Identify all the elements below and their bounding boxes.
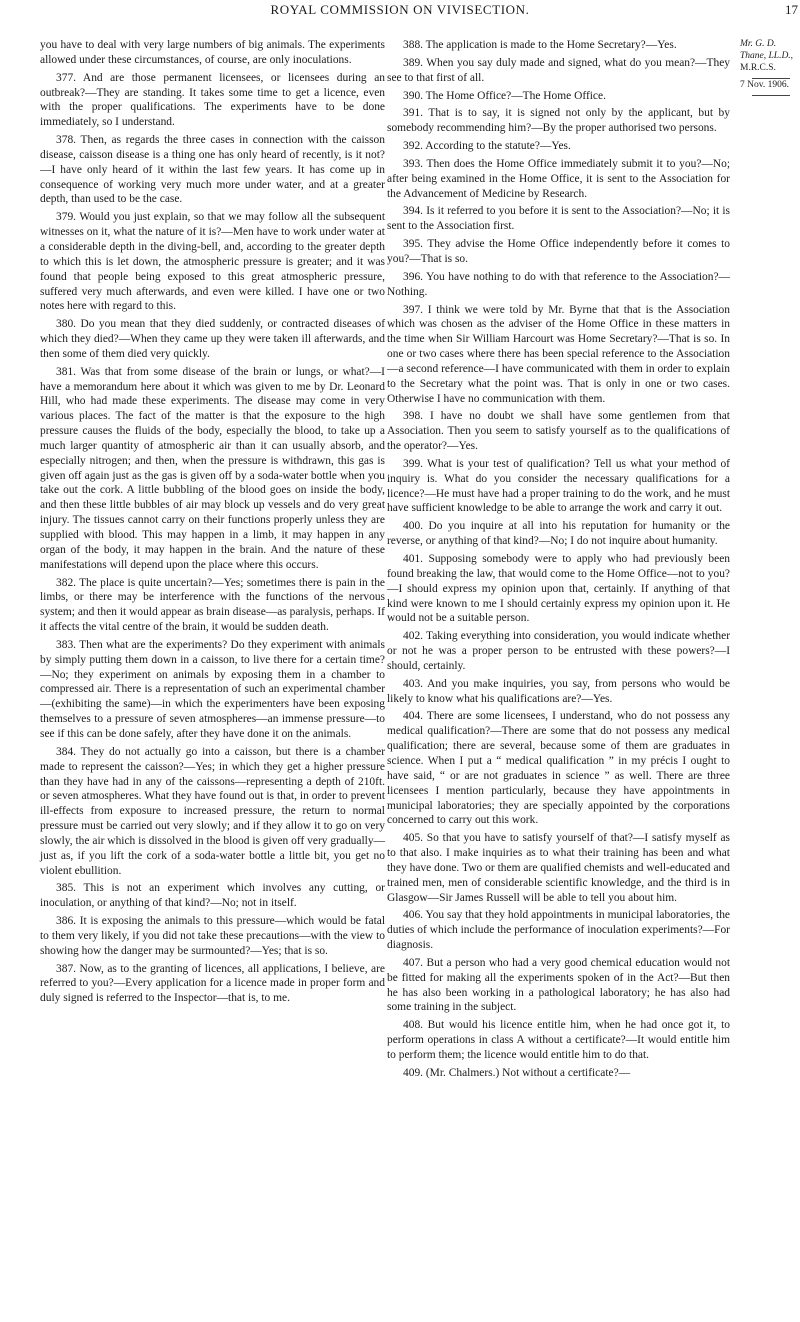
paragraph: 390. The Home Office?—The Home Office. [403, 89, 606, 102]
paragraph: 399. What is your test of qualification? Tell us what your method of inquiry is. What do you consider the necessary qualifications for a licence?—He must have had a proper training to do the work, and he must have sufficient knowledge to be able to arrange the work and carry it out. [387, 457, 730, 515]
paragraph: 386. It is exposing the animals to this pressure—which would be fatal to them very likely, if you did not take these precautions—with the view to showing how the danger may be surmounted?—Yes; that is so. [40, 915, 385, 957]
margin-note [740, 38, 800, 96]
paragraph: 392. According to the statute?—Yes. [403, 140, 571, 153]
paragraph: 388. The application is made to the Home Secretary?—Yes. [403, 39, 677, 51]
margin-name: Thane, LL.D., [740, 51, 794, 61]
paragraph: 404. There are some licensees, I understand, who do not possess any medical qualification?—There are some that do not possess any medical qualification; there are several, because some of them are graduates in science. When I put a “ medical qualification ” in my précis I ought to have said, “ or are not graduates in science ” as well. There are three licensees I mention particularly, because they have appointments in municipal laboratories; they are specially appointed by the corporations concerned to carry out this work. [387, 710, 730, 827]
paragraph: 401. Supposing somebody were to apply who had previously been found breaking the law, that would come to the Home Office—not to you?—I should express my opinion upon that, certainly. If anything of that kind were known to me I should certainly express my opinion upon it. He would not be a suitable person. [387, 553, 730, 625]
paragraph: 384. They do not actually go into a caisson, but there is a chamber made to represent the caisson?—Yes; in which they get a higher pressure than they have had in any of the caissons—representing a depth of 210ft. or seven atmospheres. What they have found out is that, in order to prevent ill-effects from exposure to increased pressure, the return to normal pressure must be carried out very slowly; and if they allow it to go on very slowly, the air which is dissolved in the blood is given off very gradually—just as, if you lift the cork of a soda-water bottle a little bit, you get no violent ebullition. [40, 745, 385, 877]
paragraph: 387. Now, as to the granting of licences, all applications, I believe, are referred to you?—Every application for a licence made in proper form and duly signed is referred to the Inspector—that is, to me. [40, 962, 385, 1005]
paragraph: 383. Then what are the experiments? Do they experiment with animals by simply putting them down in a caisson, to live there for a certain time?—No; they experiment on animals by exposing them in a chamber to compressed air. There is a representation of such an experimental chamber—(exhibiting the same)—in which the experimenters have been exposing themselves to a pressure of seven atmospheres—an immense pressure—to see if this can be done safely, after they have done it on the animals. [40, 638, 385, 740]
paragraph: 398. I have no doubt we shall have some gentlemen from that Association. Then you seem to satisfy yourself as to the qualifications of the operator?—Yes. [387, 410, 730, 453]
paragraph: 405. So that you have to satisfy yourself of that?—I satisfy myself as to that also. I make inquiries as to what their training has been and what they have done. Two or them are qualified chemists and well-educated and trained men, men of considerable scientific knowledge, and the third is in Glasgow—Sir James Russell will be able to tell you about him. [387, 832, 730, 904]
paragraph: 380. Do you mean that they died suddenly, or contracted diseases of which they died?—When they came up they were taken ill afterwards, and then some of them died very quickly. [40, 318, 385, 360]
paragraph: 378. Then, as regards the three cases in connection with the caisson disease, caisson disease is a thing one has only heard of recently, is it not?—I have only heard of it within the last few years. It has come up in consequence of working very much more under water, and at a greater depth, than used to be the case. [40, 134, 385, 206]
page-header [0, 0, 800, 20]
page-number: 17 [785, 2, 798, 17]
paragraph: 393. Then does the Home Office immediately submit it to you?—No; after being examined in the Home Office, it is sent to the Association for the Advancement of Medicine by Research. [387, 157, 730, 200]
running-title: ROYAL COMMISSION ON VIVISECTION. [270, 2, 530, 17]
paragraph: 396. You have nothing to do with that reference to the Association?—Nothing. [387, 270, 730, 298]
paragraph: 403. And you make inquiries, you say, from persons who would be likely to know what his qualifications are?—Yes. [387, 677, 730, 705]
left-column [40, 38, 385, 1009]
paragraph: 406. You say that they hold appointments in municipal laboratories, the duties of which include the performance of inoculation experiments?—For diagnosis. [387, 909, 730, 952]
paragraph: 377. And are those permanent licensees, or licensees during an outbreak?—They are standing. It takes some time to get a licence, even with the proper qualifications. The experiments have to be done immediately, so I understand. [40, 71, 385, 129]
paragraph: 381. Was that from some disease of the brain or lungs, or what?—I have a memorandum here about it which was given to me by Dr. Leonard Hill, who had made these experiments. The disease may come in very various places. The fact of the matter is that the exposure to the high pressure causes the fluids of the body, especially the blood, to take up a much larger quantity of atmospheric air than it can usually absorb, and especially nitrogen; and then, when the pressure is withdrawn, this gas is given off again just as the gas is given off by a soda-water bottle when you take out the cork. A little bubbling of the blood goes on inside the body, and then these little bubbles of air may block up vessels and do very great injury. The tissues cannot carry on their functions properly unless they are supplied with blood. This may happen in a limb, it may happen in any organ of the body, it may happen in the brain. And the nature of these manifestations will depend upon the place where this occurs. [40, 365, 385, 571]
paragraph: 397. I think we were told by Mr. Byrne that that is the Association which was chosen as the adviser of the Home Office in these matters in the time when Sir William Harcourt was Home Secretary?—That is so. In one or two cases where there has been special reference to the Association—a second reference—I have communicated with them in order to explain to the Secretary what the point was. That is only in one or two cases. Otherwise I have no communication with them. [387, 303, 730, 405]
paragraph: 389. When you say duly made and signed, what do you mean?—They see to that first of all. [387, 56, 730, 84]
paragraph: 391. That is to say, it is signed not only by the applicant, but by somebody recommending him?—By the proper authorised two persons. [387, 107, 730, 135]
right-column [387, 38, 730, 1084]
margin-degree: M.R.C.S. [740, 63, 776, 73]
margin-witness: Mr. G. D. [740, 39, 777, 49]
paragraph: 382. The place is quite uncertain?—Yes; sometimes there is pain in the limbs, or there may be interference with the functions of the nervous system; and then it would appear as brain disease—as paralysis, perhaps. If it affects the vital centre of the brain, it would be sudden death. [40, 576, 385, 634]
paragraph: 408. But would his licence entitle him, when he had once got it, to perform operations in class A without a certificate?—It would entitle him to perform them; the licence would entitle him to do that. [387, 1019, 730, 1061]
paragraph: 394. Is it referred to you before it is sent to the Association?—No; it is sent to the Association first. [387, 205, 730, 233]
paragraph: 409. (Mr. Chalmers.) Not without a certificate?— [403, 1066, 631, 1079]
paragraph: 379. Would you just explain, so that we may follow all the subsequent witnesses on it, what the nature of it is?—Men have to work under water at a considerable depth in the diving-bell, and, according to the greater depth to which this is let down, the atmospheric pressure is greater; and it was found that people being exposed to this great atmospheric pressure, suffered very much afterwards, and even were killed. I have one or two notes here with regard to this. [40, 211, 385, 313]
paragraph: 402. Taking everything into consideration, you would indicate whether or not he was a proper person to be entrusted with these powers?—I should, certainly. [387, 630, 730, 672]
paragraph: 407. But a person who had a very good chemical education would not be fitted for making all the experiments spoken of in the Act?—But then he has also been working in a pathological laboratory; he has also had some training in the subject. [387, 956, 730, 1014]
margin-date: 7 Nov. 1906. [740, 80, 789, 90]
paragraph: 385. This is not an experiment which involves any cutting, or inoculation, or anything of that kind?—No; not in itself. [40, 882, 385, 910]
paragraph: 395. They advise the Home Office independently before it comes to you?—That is so. [387, 238, 730, 265]
paragraph: 400. Do you inquire at all into his reputation for humanity or the reverse, or anything of that kind?—No; I do not inquire about humanity. [387, 520, 730, 548]
margin-rule [752, 95, 790, 96]
paragraph: you have to deal with very large numbers of big animals. The experiments allowed under these circumstances, of course, are only inoculations. [40, 39, 385, 66]
